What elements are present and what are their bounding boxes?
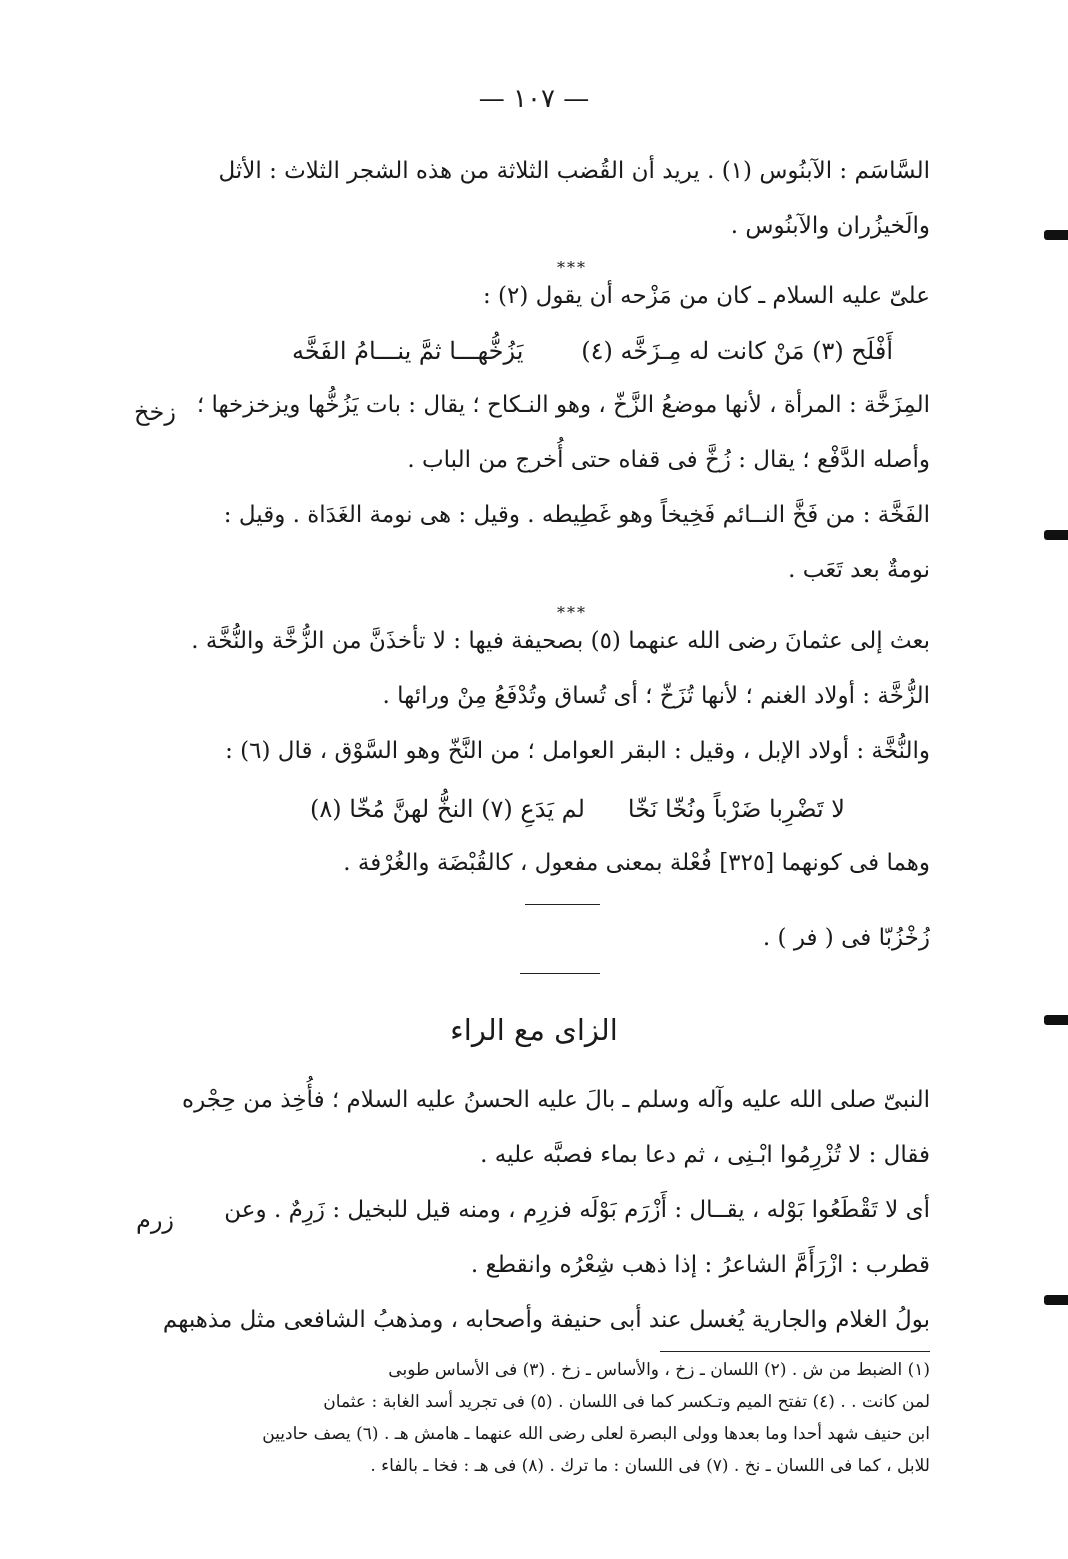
footnote-line: لمن كانت . . (٤) تفتح الميم وتـكسر كما فى اللسان . (٥) فى تجريد أسد الغابة : عثمان <box>323 1392 930 1412</box>
text-line: الزُّخَّة : أولاد الغنم ؛ لأنها تُزَخّ ؛ أى تُساق وتُدْفَعُ مِنْ ورائها . <box>382 683 930 709</box>
margin-headword: زخخ <box>134 398 176 426</box>
section-heading: الزاى مع الراء <box>450 1013 618 1047</box>
cross-reference: زُخْزُبّا فى ( فر ) . <box>762 925 930 951</box>
verse-hemistich-right: لا تَضْرِبا ضَرْباً ونُخّا نَخّا <box>627 795 845 823</box>
section-separator: *** <box>557 603 587 622</box>
text-line: بعث إلى عثمانَ رضى الله عنهما (٥) بصحيفة فيها : لا تأخذَنَّ من الزُّخَّة والنُّخَّة . <box>191 628 930 654</box>
text-line: والنُّخَّة : أولاد الإبل ، وقيل : البقر العوامل ؛ من النَّخّ وهو السَّوْق ، قال (٦) : <box>225 738 930 764</box>
text-line: نومةٌ بعد تَعَب . <box>788 557 930 583</box>
footnote-line: ابن حنيف شهد أحدا وما بعدها وولى البصرة لعلى رضى الله عنهما ـ هامش هـ . (٦) يصف حاديين <box>262 1424 930 1444</box>
text-line: أى لا تَقْطَعُوا بَوْله ، يقــال : أَزْرَم بَوْلَه فزرِم ، ومنه قيل للبخيل : زَرِمٌ . وعن <box>224 1197 930 1223</box>
scan-edge-mark <box>1044 1015 1068 1025</box>
scan-edge-mark <box>1044 230 1068 240</box>
short-divider <box>525 904 600 905</box>
section-separator: *** <box>557 258 587 277</box>
page-number: — ١٠٧ — <box>478 84 590 114</box>
text-line: المِزَخَّة : المرأة ، لأنها موضعُ الزَّخّ ، وهو النـكاح ؛ يقال : بات يَزُخُّها ويزخزخها ؛ <box>196 392 930 418</box>
text-line: النبىّ صلى الله عليه وآله وسلم ـ بالَ عليه الحسنُ عليه السلام ؛ فأُخِذ من حِجْره <box>182 1087 930 1113</box>
text-line: وأصله الدَّفْع ؛ يقال : زُخَّ فى قفاه حتى أُخرج من الباب . <box>407 447 930 473</box>
text-line: الفَخَّة : من فَخَّ النــائم فَخِيخاً وهو غَطِيطه . وقيل : هى نومة الغَدَاة . وقيل : <box>223 502 930 528</box>
scan-edge-mark <box>1044 1295 1068 1305</box>
scan-edge-mark <box>1044 530 1068 540</box>
text-line: علىّ عليه السلام ـ كان من مَزْحه أن يقول (٢) : <box>482 283 930 309</box>
text-line: بولُ الغلام والجارية يُغسل عند أبى حنيفة وأصحابه ، ومذهبُ الشافعى مثل مذهبهم <box>162 1307 930 1333</box>
text-line: قطرب : ازْرَأَمَّ الشاعرُ : إذا ذهب شِعْرُه وانقطع . <box>470 1252 930 1278</box>
text-line: والَخيزُران والآبنُوس . <box>730 213 930 239</box>
footnote-line: (١) الضبط من ش . (٢) اللسان ـ زخ ، والأساس ـ زخ . (٣) فى الأساس طوبى <box>388 1360 930 1380</box>
text-line: فقال : لا تُزْرِمُوا ابْـنِى ، ثم دعا بماء فصبَّه عليه . <box>480 1142 930 1168</box>
verse-hemistich-left: يَزُخُّهـــا ثمَّ ينـــامُ الفَخَّه <box>292 337 524 365</box>
verse-hemistich-right: أَفْلَح (٣) مَنْ كانت له مِـزَخَّه (٤) <box>581 337 893 365</box>
short-divider <box>520 973 600 974</box>
verse-hemistich-left: لم يَدَعِ (٧) النخُّ لهنَّ مُخّا (٨) <box>310 795 585 823</box>
footnote-line: للابل ، كما فى اللسان ـ نخ . (٧) فى اللسان : ما ترك . (٨) فى هـ : فخا ـ بالفاء . <box>370 1456 930 1476</box>
margin-headword: زرم <box>135 1206 175 1234</box>
text-line: السَّاسَم : الآبنُوس (١) . يريد أن القُضب الثلاثة من هذه الشجر الثلاث : الأثل <box>218 158 930 184</box>
footnote-rule <box>660 1351 930 1352</box>
text-line: وهما فى كونهما [٣٢٥] فُعْلة بمعنى مفعول ، كالقُبْضَة والغُرْفة . <box>343 850 930 876</box>
